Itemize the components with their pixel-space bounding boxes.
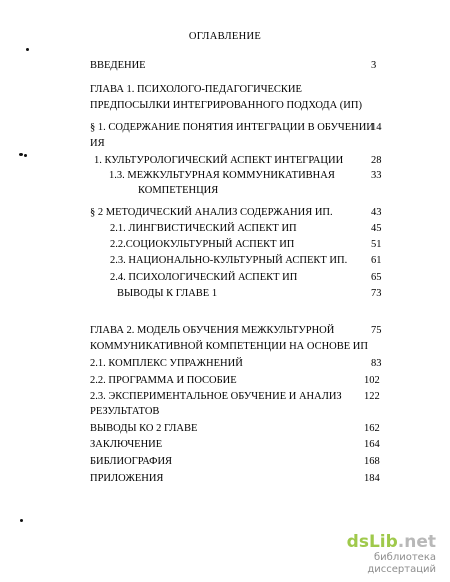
toc-entry-text: ГЛАВА 1. ПСИХОЛОГО-ПЕДАГОГИЧЕСКИЕ: [90, 84, 302, 95]
toc-entry-text: 2.2. ПРОГРАММА И ПОСОБИЕ: [90, 375, 237, 386]
toc-entry-page: 75: [371, 325, 382, 336]
watermark-logo-part2: .net: [397, 532, 436, 552]
toc-entry-page: 45: [371, 223, 382, 234]
toc-entry-text: КОМПЕТЕНЦИЯ: [138, 185, 219, 196]
toc-title: ОГЛАВЛЕНИЕ: [188, 31, 262, 42]
toc-entry-text: КОММУНИКАТИВНОЙ КОМПЕТЕНЦИИ НА ОСНОВЕ ИП: [90, 341, 368, 352]
toc-entry-text: 2.1. КОМПЛЕКС УПРАЖНЕНИЙ: [90, 358, 243, 369]
watermark-logo: [316, 532, 436, 552]
toc-entry-text: РЕЗУЛЬТАТОВ: [90, 406, 160, 417]
toc-entry-text: § 1. СОДЕРЖАНИЕ ПОНЯТИЯ ИНТЕГРАЦИИ В ОБУЧЕНИИ: [90, 122, 374, 133]
toc-entry-text: ИЯ: [90, 138, 105, 149]
toc-entry-page: 102: [364, 375, 380, 386]
toc-entry-page: 168: [364, 456, 380, 467]
toc-entry-text: ГЛАВА 2. МОДЕЛЬ ОБУЧЕНИЯ МЕЖКУЛЬТУРНОЙ: [90, 325, 335, 336]
toc-entry-page: 184: [364, 473, 380, 484]
toc-entry-page: 51: [371, 239, 382, 250]
toc-entry-text: ПРИЛОЖЕНИЯ: [90, 473, 164, 484]
toc-entry-page: 28: [371, 155, 382, 166]
toc-entry-text: 2.1. ЛИНГВИСТИЧЕСКИЙ АСПЕКТ ИП: [110, 223, 297, 234]
toc-entry-text: БИБЛИОГРАФИЯ: [90, 456, 173, 467]
toc-entry-page: 83: [371, 358, 382, 369]
toc-entry-text: 2.2.СОЦИОКУЛЬТУРНЫЙ АСПЕКТ ИП: [110, 239, 295, 250]
toc-entry-page: 33: [371, 170, 382, 181]
watermark-subtitle: библиотека диссертаций: [367, 552, 436, 575]
watermark: [316, 532, 436, 576]
toc-entry-text: 1.3. МЕЖКУЛЬТУРНАЯ КОММУНИКАТИВНАЯ: [109, 170, 335, 181]
toc-entry-page: 162: [364, 423, 380, 434]
toc-entry-page: 73: [371, 288, 382, 299]
scan-speck: [19, 153, 23, 156]
toc-entry-text: 2.3. ЭКСПЕРИМЕНТАЛЬНОЕ ОБУЧЕНИЕ И АНАЛИЗ: [90, 391, 342, 402]
toc-entry-page: 122: [364, 391, 380, 402]
toc-entry-text: 2.3. НАЦИОНАЛЬНО-КУЛЬТУРНЫЙ АСПЕКТ ИП.: [110, 255, 348, 266]
toc-entry-text: § 2 МЕТОДИЧЕСКИЙ АНАЛИЗ СОДЕРЖАНИЯ ИП.: [90, 207, 333, 218]
toc-entry-text: ВВЕДЕНИЕ: [90, 60, 146, 71]
toc-entry-text: ПРЕДПОСЫЛКИ ИНТЕГРИРОВАННОГО ПОДХОДА (ИП): [90, 100, 362, 111]
watermark-logo-part1: dsLib: [346, 532, 398, 552]
toc-entry-page: 14: [371, 122, 382, 133]
toc-entry-text: 2.4. ПСИХОЛОГИЧЕСКИЙ АСПЕКТ ИП: [110, 272, 298, 283]
toc-entry-page: 65: [371, 272, 382, 283]
scan-speck: [24, 154, 27, 157]
toc-entry-text: ВЫВОДЫ К ГЛАВЕ 1: [117, 288, 218, 299]
toc-entry-text: 1. КУЛЬТУРОЛОГИЧЕСКИЙ АСПЕКТ ИНТЕГРАЦИИ: [94, 155, 344, 166]
scan-speck: [26, 48, 29, 51]
toc-entry-page: 43: [371, 207, 382, 218]
toc-entry-page: 3: [371, 60, 377, 71]
toc-entry-page: 61: [371, 255, 382, 266]
toc-entry-page: 164: [364, 439, 380, 450]
scan-speck: [20, 519, 23, 522]
toc-entry-text: ВЫВОДЫ КО 2 ГЛАВЕ: [90, 423, 198, 434]
toc-entry-text: ЗАКЛЮЧЕНИЕ: [90, 439, 163, 450]
